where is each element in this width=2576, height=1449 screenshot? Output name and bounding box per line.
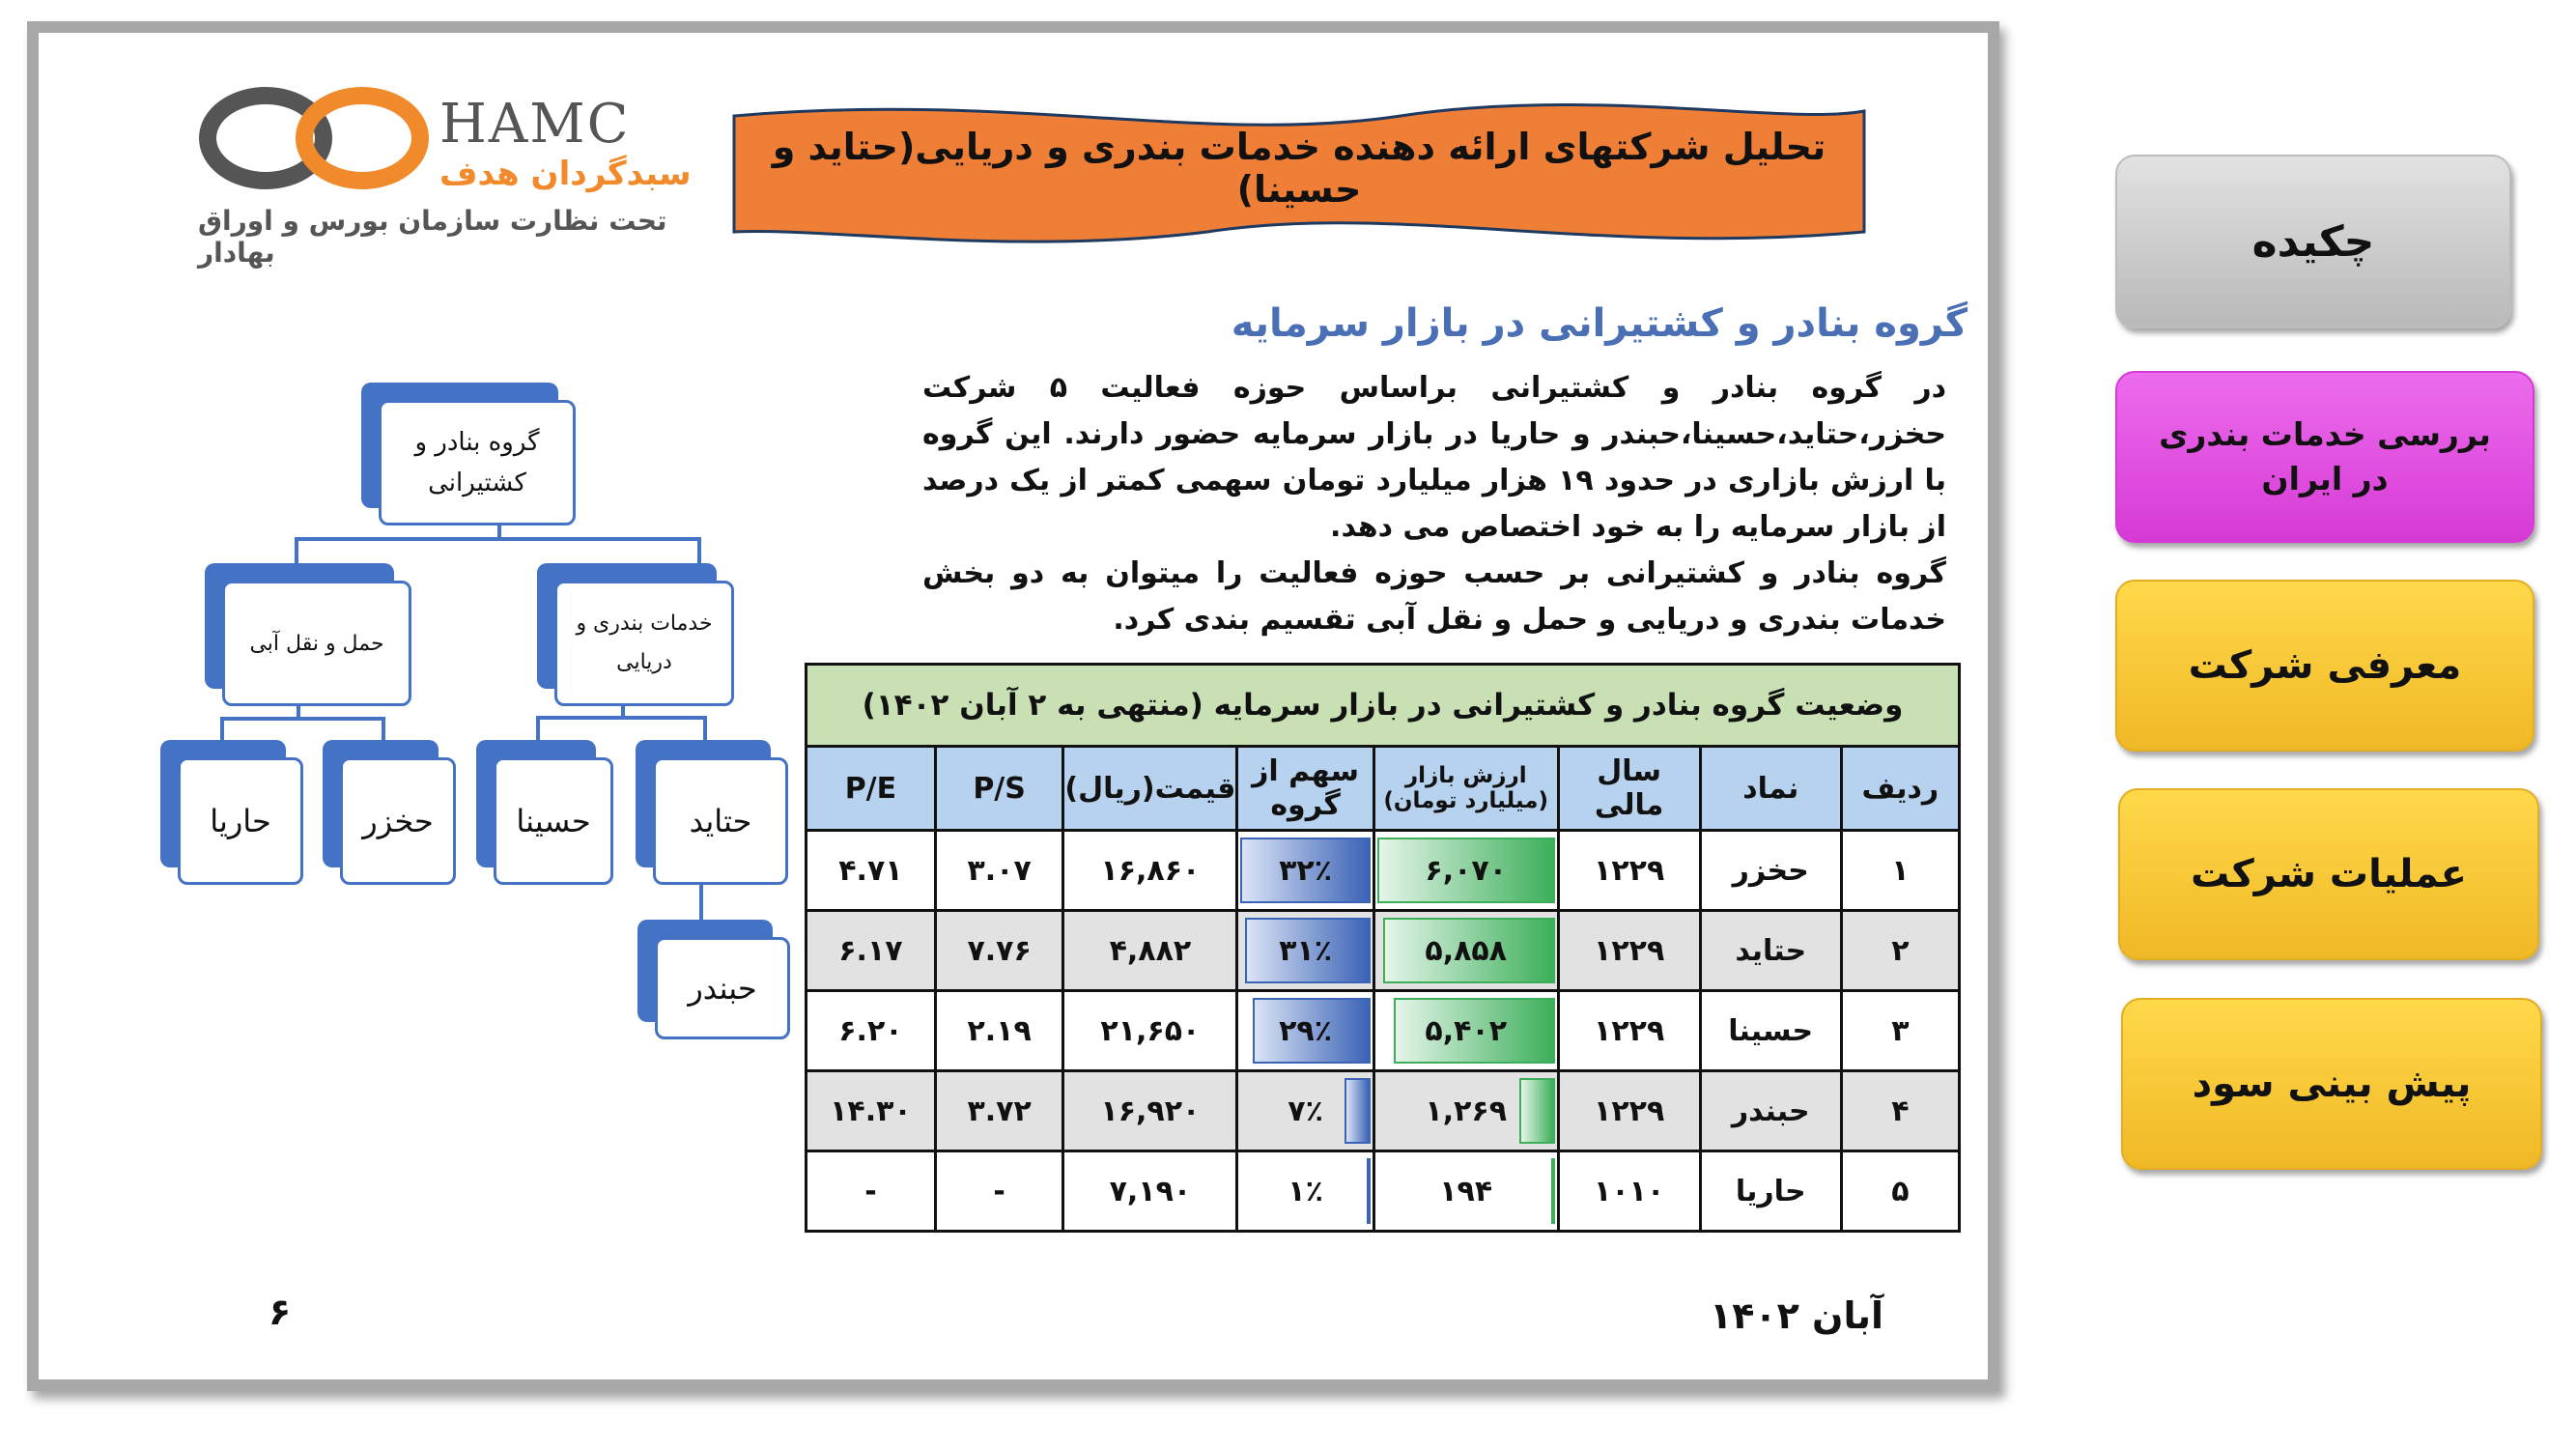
cell-rank: ۱ — [1841, 831, 1959, 911]
cell-ps: - — [935, 1151, 1063, 1232]
col-header-ps: P/S — [935, 747, 1063, 831]
org-node-hakhazar — [323, 740, 456, 885]
col-header-symbol: نماد — [1700, 747, 1841, 831]
cell-rank: ۲ — [1841, 911, 1959, 991]
org-connector — [295, 537, 298, 566]
cell-mcap — [1373, 991, 1558, 1071]
table-row — [807, 831, 1960, 911]
footer-date: آبان ۱۴۰۲ — [1710, 1294, 1884, 1337]
cell-share — [1237, 911, 1373, 991]
cell-symbol: حسینا — [1700, 991, 1841, 1071]
cell-symbol: حتاید — [1700, 911, 1841, 991]
cell-share — [1237, 1071, 1373, 1151]
cell-mcap-value: ۵,۴۰۲ — [1425, 1013, 1508, 1048]
org-node-port-services — [537, 563, 734, 706]
org-node-hasina-label: حسینا — [494, 757, 613, 885]
logo-persian: سبدگردان هدف — [439, 155, 692, 193]
market-cap-databar — [1519, 1078, 1555, 1144]
org-connector — [382, 717, 385, 742]
org-node-root — [361, 383, 576, 526]
cell-symbol: حاریا — [1700, 1151, 1841, 1232]
cell-fiscal: ۱۲۲۹ — [1558, 911, 1700, 991]
cell-rank: ۴ — [1841, 1071, 1959, 1151]
nav-company-intro-label: معرفی شرکت — [2188, 643, 2462, 688]
logo-latin: HAMC — [439, 93, 631, 156]
cell-price: ۴,۸۸۲ — [1063, 911, 1237, 991]
section-title: گروه بنادر و کشتیرانی در بازار سرمایه — [1231, 301, 1967, 346]
nav-profit-forecast-button[interactable] — [2121, 998, 2542, 1170]
logo-subtitle: تحت نظارت سازمان بورس و اوراق بهادار — [198, 205, 667, 269]
cell-share-value: ۷٪ — [1288, 1094, 1323, 1128]
nav-company-operations-button[interactable] — [2118, 788, 2539, 960]
table-title: وضعیت گروه بنادر و کشتیرانی در بازار سرمایه (منتهی به ۲ آبان ۱۴۰۲) — [807, 665, 1960, 747]
paragraph-1: در گروه بنادر و کشتیرانی براساس حوزه فعالیت ۵ شرکت حخزر،حتاید،حسینا،حبندر و حاریا در بازار سرمایه حضور دارند. این گروه با ارزش بازاری در حدود ۱۹ هزار میلیارد تومان سهمی کمتر از یک درصد از بازار سرمایه را به خود اختصاص می دهد. — [922, 371, 1947, 544]
org-node-hakhazar-label: حخزر — [340, 757, 456, 885]
org-connector — [699, 882, 703, 924]
org-connector — [295, 537, 700, 541]
nav-summary-label: چکیده — [2251, 216, 2375, 267]
org-node-harya-label: حاریا — [178, 757, 303, 885]
cell-mcap-value: ۶,۰۷۰ — [1425, 853, 1508, 888]
cell-fiscal: ۱۲۲۹ — [1558, 1071, 1700, 1151]
cell-pe: ۶.۱۷ — [807, 911, 936, 991]
cell-symbol: حخزر — [1700, 831, 1841, 911]
market-cap-databar — [1551, 1158, 1555, 1224]
cell-mcap-value: ۵,۸۵۸ — [1425, 933, 1508, 968]
nav-port-services-label: بررسی خدمات بندری در ایران — [2159, 415, 2491, 497]
cell-fiscal: ۱۲۲۹ — [1558, 831, 1700, 911]
cell-share-value: ۱٪ — [1288, 1174, 1323, 1208]
cell-pe: ۱۴.۳۰ — [807, 1071, 936, 1151]
page-number: ۶ — [269, 1291, 292, 1333]
cell-ps: ۳.۰۷ — [935, 831, 1063, 911]
table-row — [807, 911, 1960, 991]
banner-title: تحلیل شرکتهای ارائه دهنده خدمات بندری و دریایی(حتاید و حسینا) — [772, 126, 1826, 211]
col-header-pe: P/E — [807, 747, 936, 831]
org-connector — [536, 716, 540, 741]
cell-ps: ۳.۷۲ — [935, 1071, 1063, 1151]
nav-profit-forecast-label: پیش بینی سود — [2192, 1062, 2472, 1106]
cell-share — [1237, 1151, 1373, 1232]
cell-symbol: حبندر — [1700, 1071, 1841, 1151]
cell-share — [1237, 991, 1373, 1071]
org-node-hatayed-label: حتاید — [653, 757, 788, 885]
org-node-root-label: گروه بنادر و کشتیرانی — [379, 400, 576, 526]
org-connector — [220, 717, 384, 721]
cell-ps: ۷.۷۶ — [935, 911, 1063, 991]
cell-ps: ۲.۱۹ — [935, 991, 1063, 1071]
cell-price: ۱۶,۹۲۰ — [1063, 1071, 1237, 1151]
org-node-port-services-label: خدمات بندری و دریایی — [554, 581, 734, 706]
org-node-hasina — [476, 740, 613, 885]
cell-pe: ۶.۲۰ — [807, 991, 936, 1071]
org-node-water-transport-label: حمل و نقل آبی — [222, 581, 411, 706]
org-node-harya — [160, 740, 303, 885]
infinity-logo-icon — [198, 85, 430, 191]
col-header-rank: ردیف — [1841, 747, 1959, 831]
cell-fiscal: ۱۲۲۹ — [1558, 991, 1700, 1071]
org-connector — [536, 716, 706, 720]
nav-port-services-button[interactable] — [2115, 371, 2534, 543]
org-connector — [703, 716, 707, 741]
cell-share — [1237, 831, 1373, 911]
cell-mcap-value: ۱۹۴ — [1439, 1174, 1493, 1208]
cell-mcap — [1373, 1151, 1558, 1232]
col-header-market-cap: ارزش بازار (میلیارد تومان) — [1373, 747, 1558, 831]
cell-rank: ۳ — [1841, 991, 1959, 1071]
nav-summary-button[interactable] — [2115, 155, 2511, 328]
cell-pe: ۴.۷۱ — [807, 831, 936, 911]
cell-fiscal: ۱۰۱۰ — [1558, 1151, 1700, 1232]
cell-share-value: ۳۱٪ — [1279, 933, 1333, 968]
cell-mcap — [1373, 831, 1558, 911]
cell-share-value: ۲۹٪ — [1279, 1013, 1333, 1048]
cell-rank: ۵ — [1841, 1151, 1959, 1232]
cell-mcap — [1373, 911, 1558, 991]
cell-pe: - — [807, 1151, 936, 1232]
market-status-table — [805, 663, 1961, 1233]
org-connector — [697, 537, 701, 566]
org-node-hatayed — [636, 740, 788, 885]
cell-price: ۱۶,۸۶۰ — [1063, 831, 1237, 911]
col-header-fiscal-year: سال مالی — [1558, 747, 1700, 831]
nav-company-intro-button[interactable] — [2115, 580, 2534, 752]
org-node-habandar-label: حبندر — [655, 937, 790, 1039]
org-node-water-transport — [205, 563, 411, 706]
section-paragraph — [922, 365, 1946, 643]
cell-share-value: ۳۲٪ — [1279, 853, 1333, 888]
table-row — [807, 991, 1960, 1071]
share-databar — [1345, 1078, 1370, 1144]
nav-company-operations-label: عملیات شرکت — [2191, 852, 2467, 896]
table-row — [807, 1071, 1960, 1151]
col-header-price: قیمت(ریال) — [1063, 747, 1237, 831]
org-connector — [220, 717, 224, 742]
cell-price: ۷,۱۹۰ — [1063, 1151, 1237, 1232]
share-databar — [1367, 1158, 1371, 1224]
table-row — [807, 1151, 1960, 1232]
col-header-group-share: سهم از گروه — [1237, 747, 1373, 831]
cell-price: ۲۱,۶۵۰ — [1063, 991, 1237, 1071]
paragraph-2: گروه بنادر و کشتیرانی بر حسب حوزه فعالیت را میتوان به دو بخش خدمات بندری و دریایی و حمل و نقل آبی تقسیم بندی کرد. — [922, 556, 1946, 637]
org-node-habandar — [637, 920, 790, 1039]
cell-mcap-value: ۱,۲۶۹ — [1425, 1094, 1508, 1128]
cell-mcap — [1373, 1071, 1558, 1151]
